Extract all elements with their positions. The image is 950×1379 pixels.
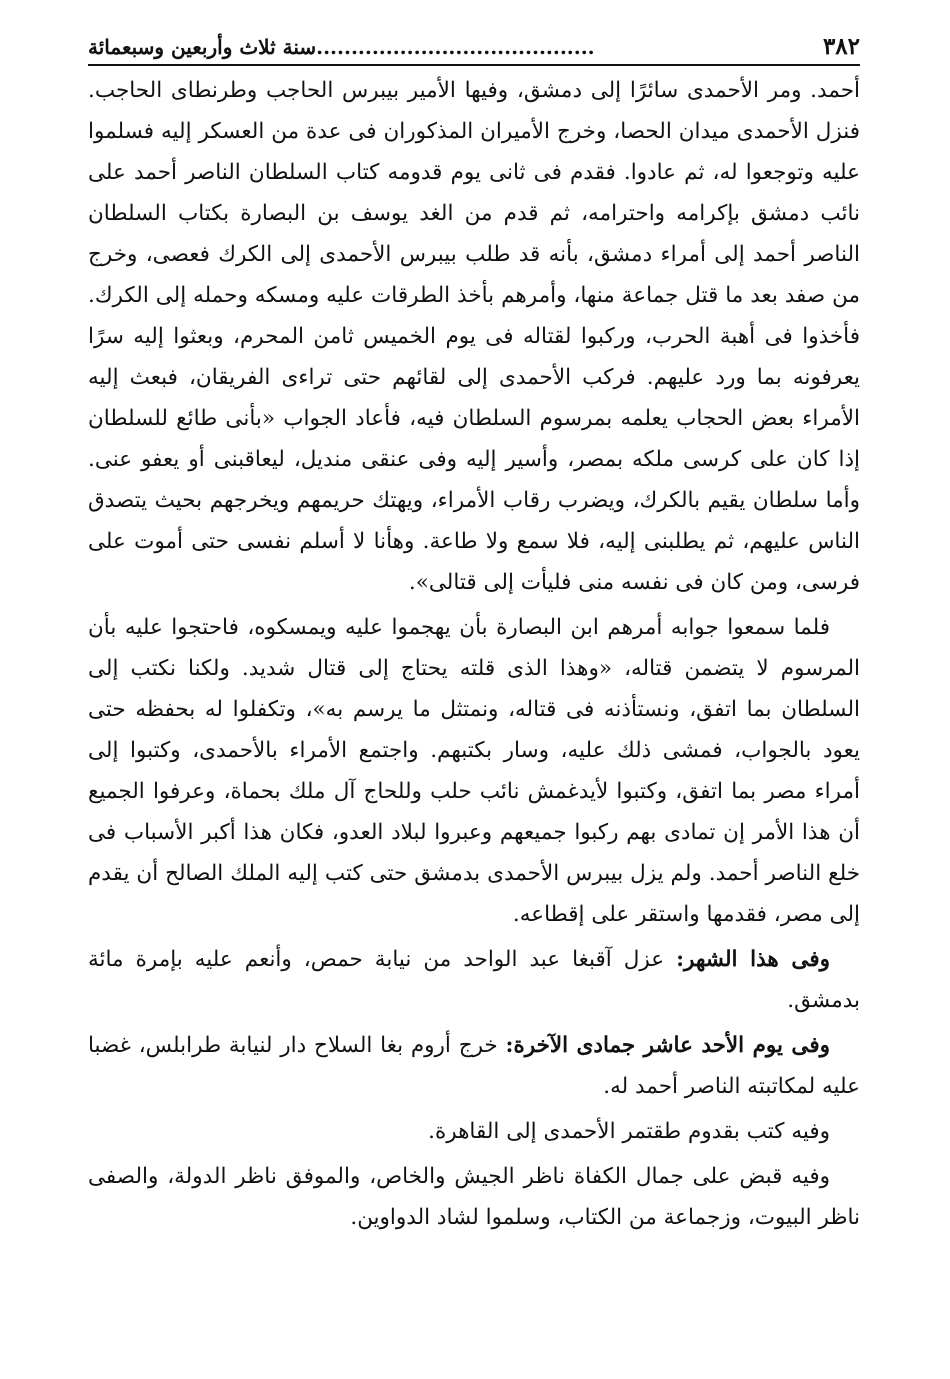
book-page bbox=[88, 26, 860, 1238]
paragraph-1-text: أحمد. ومر الأحمدى سائرًا إلى دمشق، وفيها الأمير بيبرس الحاجب وطرنطاى الحاجب. فنزل الأحمدى ميدان الحصا، وخرج الأميران المذكوران فى عدة من العسكر إليه فسلموا عليه وتوجعوا له، ثم عادوا. فقدم فى ثانى يوم قدومه كتاب السلطان الناصر أحمد على نائب دمشق بإكرامه واحترامه، ثم قدم من الغد يوسف بن البصارة بكتاب السلطان الناصر أحمد إلى أمراء دمشق، بأنه قد طلب بيبرس الأحمدى إلى الكرك فعصى، وخرج من صفد بعد ما قتل جماعة منها، وأمرهم بأخذ الطرقات عليه ومسكه وحمله إلى الكرك. فأخذوا فى أهبة الحرب، وركبوا لقتاله فى يوم الخميس ثامن المحرم، وبعثوا إليه سرًا يعرفونه بما ورد عليهم. فركب الأحمدى إلى لقائهم حتى تراءى الفريقان، فبعث إليه الأمراء بعض الحجاب يعلمه بمرسوم السلطان فيه، فأعاد الجواب «بأنى طائع للسلطان إذا كان على كرسى ملكه بمصر، وأسير إليه وفى عنقى منديل، ليعاقبنى أو يعفو عنى. وأما سلطان يقيم بالكرك، ويضرب رقاب الأمراء، ويهتك حريمهم ويخرجهم بحيث يتصدق الناس عليهم، ثم يطلبنى إليه، فلا سمع ولا طاعة. وهأنا لا أسلم نفسى حتى أموت على فرسى، ومن كان فى نفسه منى فليأت إلى قتالى». bbox=[88, 78, 860, 595]
paragraph-4-lead: وفى يوم الأحد عاشر جمادى الآخرة: bbox=[505, 1033, 830, 1058]
paragraph-5 bbox=[88, 1111, 860, 1152]
page-number: ٣٨٢ bbox=[822, 33, 860, 60]
paragraph-4-text: خرج أروم بغا السلاح دار لنيابة طرابلس، غضبا عليه لمكاتبته الناصر أحمد له. bbox=[88, 1033, 860, 1099]
paragraph-6 bbox=[88, 1156, 860, 1238]
paragraph-3 bbox=[88, 939, 860, 1021]
paragraph-3-lead: وفى هذا الشهر: bbox=[676, 947, 830, 972]
paragraph-6-text: وفيه قبض على جمال الكفاة ناظر الجيش والخاص، والموفق ناظر الدولة، والصفى ناظر البيوت، وزجماعة من الكتاب، وسلموا لشاد الدواوين. bbox=[88, 1164, 860, 1230]
paragraph-4 bbox=[88, 1025, 860, 1107]
paragraph-5-text: وفيه كتب بقدوم طقتمر الأحمدى إلى القاهرة. bbox=[428, 1119, 830, 1144]
running-header bbox=[88, 26, 860, 66]
paragraph-3-text: عزل آقبغا عبد الواحد من نيابة حمص، وأنعم عليه بإمرة مائة بدمشق. bbox=[88, 947, 860, 1013]
paragraph-1 bbox=[88, 70, 860, 603]
running-title: ........................................سنة ثلاث وأربعين وسبعمائة bbox=[88, 35, 595, 59]
paragraph-2 bbox=[88, 607, 860, 935]
page-body bbox=[88, 70, 860, 1238]
paragraph-2-text: فلما سمعوا جوابه أمرهم ابن البصارة بأن يهجموا عليه ويمسكوه، فاحتجوا عليه بأن المرسوم لا يتضمن قتاله، «وهذا الذى قلته يحتاج إلى قتال شديد. ولكنا نكتب إلى السلطان بما اتفق، ونستأذنه فى قتاله، ونمتثل ما يرسم به»، وتكفلوا له بحفظه حتى يعود بالجواب، فمشى ذلك عليه، وسار بكتبهم. واجتمع الأمراء بالأحمدى، وكتبوا إلى أمراء مصر بما اتفق، وكتبوا لأيدغمش نائب حلب وللحاج آل ملك بحماة، وعرفوا الجميع أن هذا الأمر إن تمادى بهم ركبوا جميعهم وعبروا لبلاد العدو، فكان هذا أكبر الأسباب فى خلع الناصر أحمد. ولم يزل بيبرس الأحمدى بدمشق حتى كتب إليه الملك الصالح أن يقدم إلى مصر، فقدمها واستقر على إقطاعه. bbox=[88, 615, 860, 927]
